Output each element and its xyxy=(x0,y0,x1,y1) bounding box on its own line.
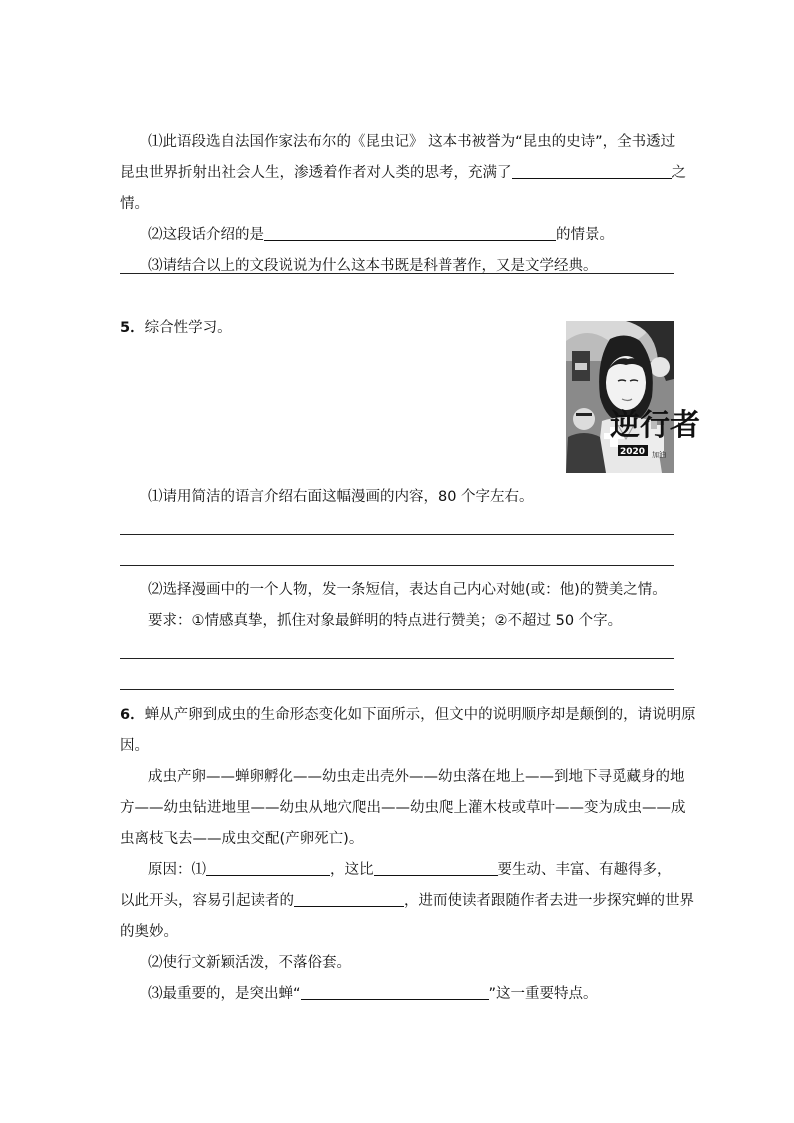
q4-answer-blank-1[interactable] xyxy=(512,164,672,179)
q5-answer-line-2[interactable] xyxy=(120,565,674,566)
q4-part1-line2: 昆虫世界折射出社会人生，渗透着作者对人类的思考，充满了 之 xyxy=(120,165,686,181)
q6-prompt-line2: 因。 xyxy=(120,738,149,754)
comic-year: 2020 xyxy=(620,447,646,457)
q5-answer-line-4[interactable] xyxy=(120,689,674,690)
q6-reason-line1: 原因：⑴ ，这比 要生动、丰富、有趣得多， xyxy=(148,862,672,878)
comic-image xyxy=(566,321,700,473)
q6-reason-line2: 以此开头，容易引起读者的 ，进而使读者跟随作者去进一步探究蝉的世界 xyxy=(120,893,694,909)
q5-part1: ⑴请用简洁的语言介绍右面这幅漫画的内容，80 个字左右。 xyxy=(148,489,534,505)
q6-answer-blank-4[interactable] xyxy=(301,985,489,1000)
q4-answer-line[interactable] xyxy=(120,273,674,274)
q6-reason-line3: 的奥妙。 xyxy=(120,924,178,940)
q5-requirement: 要求：①情感真挚，抓住对象最鲜明的特点进行赞美；②不超过 50 个字。 xyxy=(148,613,623,629)
q5-answer-line-1[interactable] xyxy=(120,534,674,535)
q6-reason-2: ⑵使行文新颖活泼，不落俗套。 xyxy=(148,955,351,971)
q4-part1-line3: 情。 xyxy=(120,196,149,212)
q6-sequence-line3: 虫离枝飞去——成虫交配(产卵死亡)。 xyxy=(120,831,364,847)
q4-part3: ⑶请结合以上的文段说说为什么这本书既是科普著作，又是文学经典。 xyxy=(148,258,598,274)
q6-reason-3: ⑶最重要的，是突出蝉“ ”这一重要特点。 xyxy=(148,986,598,1002)
q6-sequence-line1: 成虫产卵——蝉卵孵化——幼虫走出壳外——幼虫落在地上——到地下寻觅藏身的地 xyxy=(148,769,685,785)
comic-title-text: 逆行者 xyxy=(610,408,700,443)
q4-part1-line1: ⑴此语段选自法国作家法布尔的《昆虫记》 这本书被誉为“昆虫的史诗”，全书透过 xyxy=(148,134,676,150)
q6-prompt-line1: 6．蝉从产卵到成虫的生命形态变化如下面所示，但文中的说明顺序却是颠倒的，请说明原 xyxy=(120,707,696,723)
q6-answer-blank-1[interactable] xyxy=(206,861,330,876)
q5-answer-line-3[interactable] xyxy=(120,658,674,659)
q5-heading: 5．综合性学习。 xyxy=(120,320,232,336)
comic-tag: 加油 xyxy=(652,451,666,459)
q6-answer-blank-2[interactable] xyxy=(374,861,498,876)
q4-answer-blank-2[interactable] xyxy=(264,226,556,241)
q5-part2: ⑵选择漫画中的一个人物，发一条短信，表达自己内心对她(或：他)的赞美之情。 xyxy=(148,582,667,598)
q4-part2: ⑵这段话介绍的是 的情景。 xyxy=(148,227,614,243)
q6-answer-blank-3[interactable] xyxy=(294,892,404,907)
q6-sequence-line2: 方——幼虫钻进地里——幼虫从地穴爬出——幼虫爬上灌木枝或草叶——变为成虫——成 xyxy=(120,800,686,816)
